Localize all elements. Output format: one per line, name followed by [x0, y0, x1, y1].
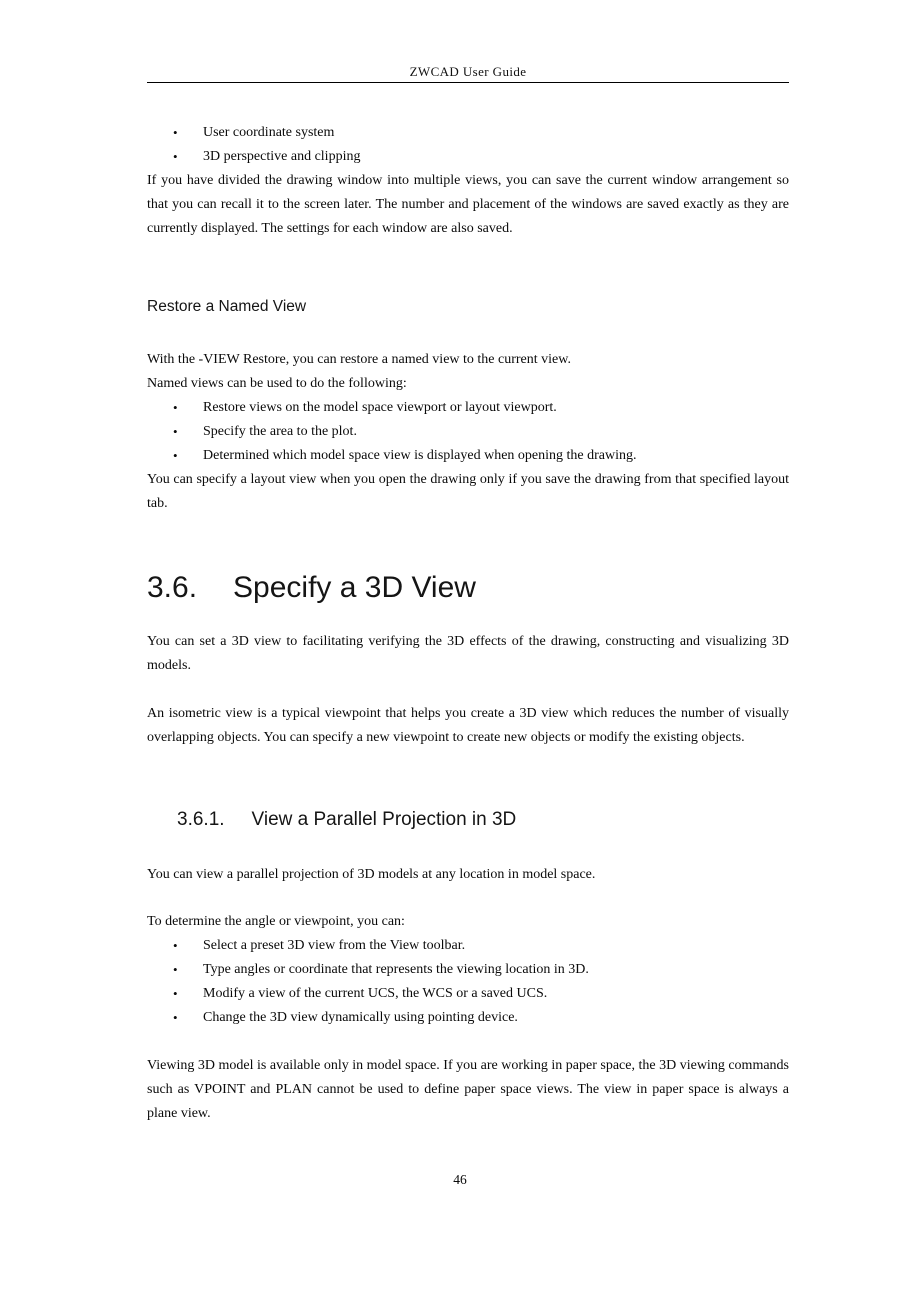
- list-item-text: Modify a view of the current UCS, the WCS or a saved UCS.: [203, 986, 548, 1001]
- list-item-text: Restore views on the model space viewport or layout viewport.: [203, 400, 557, 415]
- heading-specify-3d-view: [147, 568, 789, 608]
- header-rule: [147, 82, 789, 83]
- heading-title: View a Parallel Projection in 3D: [251, 809, 517, 830]
- paragraph-divided-views: If you have divided the drawing window into multiple views, you can save the current window arrangement so that you can recall it to the screen later. The number and placement of the windows are saved exactly as they are currently displayed. The settings for each window are also saved.: [147, 173, 789, 236]
- list-item-text: Change the 3D view dynamically using pointing device.: [203, 1010, 518, 1025]
- heading-parallel-projection: [147, 806, 789, 833]
- paragraph-parallel-projection: You can view a parallel projection of 3D models at any location in model space.: [147, 867, 596, 882]
- list-item: [147, 420, 789, 444]
- paragraph-set-3d-view: You can set a 3D view to facilitating verifying the 3D effects of the drawing, constructing and visualizing 3D models.: [147, 634, 789, 673]
- bullet-icon: •: [173, 149, 178, 164]
- list-item: [147, 958, 789, 982]
- header-title: ZWCAD User Guide: [409, 64, 527, 79]
- list-item: [147, 444, 789, 468]
- paragraph-viewing-model-space: Viewing 3D model is available only in model space. If you are working in paper space, the 3D viewing commands such as VPOINT and PLAN cannot be used to define paper space views. The view in paper space is always a plane view.: [147, 1058, 789, 1121]
- page-header: [0, 0, 920, 83]
- bullet-icon: •: [173, 448, 178, 463]
- heading-restore-named-view: Restore a Named View: [147, 298, 307, 315]
- list-item: [147, 1006, 789, 1030]
- paragraph-named-views: Named views can be used to do the following:: [147, 376, 407, 391]
- page-content: [0, 121, 920, 1126]
- list-item: [147, 121, 789, 145]
- bullet-icon: •: [173, 962, 178, 977]
- bullet-icon: •: [173, 424, 178, 439]
- bullet-icon: •: [173, 1010, 178, 1025]
- bullet-icon: •: [173, 986, 178, 1001]
- paragraph-layout-view: You can specify a layout view when you open the drawing only if you save the drawing from that specified layout tab.: [147, 472, 789, 511]
- list-item: [147, 396, 789, 420]
- heading-number: 3.6.: [147, 571, 198, 604]
- view-settings-bullet-list: [147, 121, 789, 169]
- named-views-bullet-list: [147, 396, 789, 468]
- paragraph-isometric-view: An isometric view is a typical viewpoint that helps you create a 3D view which reduces the number of visually overlapping objects. You can specify a new viewpoint to create new objects or modify the existing objects.: [147, 706, 789, 745]
- heading-title: Specify a 3D View: [233, 571, 476, 604]
- paragraph-view-restore: With the -VIEW Restore, you can restore a named view to the current view.: [147, 352, 571, 367]
- list-item-text: Type angles or coordinate that represents the viewing location in 3D.: [203, 962, 589, 977]
- list-item-text: 3D perspective and clipping: [203, 149, 361, 164]
- list-item-text: Specify the area to the plot.: [203, 424, 357, 439]
- page-number: 46: [453, 1172, 467, 1187]
- list-item-text: Select a preset 3D view from the View toolbar.: [203, 938, 466, 953]
- list-item-text: Determined which model space view is displayed when opening the drawing.: [203, 448, 637, 463]
- list-item: [147, 145, 789, 169]
- bullet-icon: •: [173, 400, 178, 415]
- bullet-icon: •: [173, 125, 178, 140]
- viewpoint-bullet-list: [147, 934, 789, 1030]
- list-item: [147, 934, 789, 958]
- bullet-icon: •: [173, 938, 178, 953]
- list-item-text: User coordinate system: [203, 125, 335, 140]
- paragraph-determine-angle: To determine the angle or viewpoint, you can:: [147, 914, 405, 929]
- list-item: [147, 982, 789, 1006]
- heading-number: 3.6.1.: [177, 809, 225, 830]
